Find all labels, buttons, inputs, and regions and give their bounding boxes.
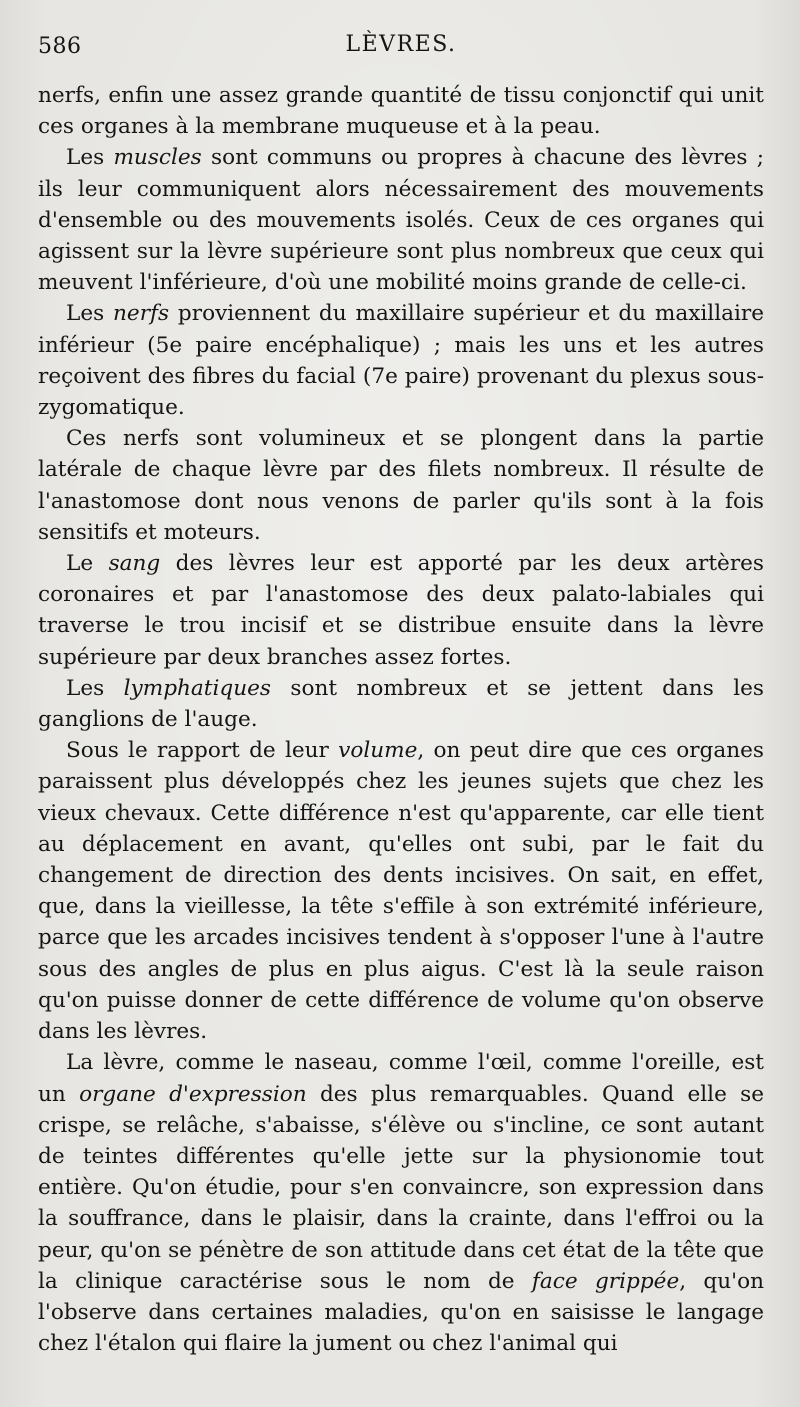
paragraph-nerfs-volumineux xyxy=(38,423,764,548)
italic-term-face-grippee: face grippée xyxy=(531,1268,680,1294)
text-segment: des lèvres leur est apporté par les deux artères coronaires et par l'anastomose des deux palato-labiales qui traverse le trou incisif et se distribue ensuite dans la lèvre supérieure par deux branches assez fortes. xyxy=(38,551,765,670)
body-text xyxy=(38,80,764,1359)
page-number: 586 xyxy=(38,34,82,59)
text-segment: nerfs, enfin une assez grande quantité de tissu conjonctif qui unit ces organes à la membrane muqueuse et à la peau. xyxy=(38,83,764,140)
italic-term-nerfs: nerfs xyxy=(113,301,170,327)
text-segment: Sous le rapport de leur xyxy=(66,738,339,764)
paragraph-expression xyxy=(38,1047,764,1359)
text-segment: Ces nerfs sont volumineux et se plongent dans la partie latérale de chaque lèvre par des filets nombreux. Il résulte de l'anastomose dont nous venons de parler qu'ils sont à la fois sensitifs et moteurs. xyxy=(38,426,764,545)
italic-term-lymphatiques: lymphatiques xyxy=(123,675,271,701)
text-segment: , on peut dire que ces organes paraissent plus développés chez les jeunes sujets que chez les vieux chevaux. Cette différence n'est qu'apparente, car elle tient au déplacement en avant, qu'elles ont subi, par le fait du changement de direction des dents incisives. On sait, en effet, que, dans la vieillesse, la tête s'effile à son extrémité inférieure, parce que les arcades incisives tendent à s'opposer l'une à l'autre sous des angles de plus en plus aigus. C'est là la seule raison qu'on puisse donner de cette différence de volume qu'on observe dans les lèvres. xyxy=(38,738,764,1045)
book-page xyxy=(38,26,764,1359)
paragraph-sang xyxy=(38,548,764,673)
italic-term-organe-expression: organe d'expression xyxy=(79,1081,307,1107)
italic-term-sang: sang xyxy=(108,551,161,577)
text-segment: La lèvre, comme le naseau, comme l'œil, comme l'oreille, est un xyxy=(38,1050,764,1107)
text-segment: Les xyxy=(66,675,124,701)
text-segment: sont communs ou propres à chacune des lèvres ; ils leur communiquent alors nécessairement des mouvements d'ensemble ou des mouvements isolés. Ceux de ces organes qui agissent sur la lèvre supérieure sont plus nombreux que ceux qui meuvent l'inférieure, d'où une mobilité moins grande de celle-ci. xyxy=(38,145,764,296)
text-segment: proviennent du maxillaire supérieur et du maxillaire inférieur (5e paire encéphalique) ; mais les uns et les autres reçoivent des fibres du facial (7e paire) provenant du plexus sous-zygomatique. xyxy=(38,301,764,421)
paragraph-nerfs xyxy=(38,298,764,423)
paragraph-muscles xyxy=(38,142,764,298)
paragraph-volume xyxy=(38,735,764,1047)
text-segment: Le xyxy=(66,551,109,577)
text-segment: sont nombreux et se jettent dans les ganglions de l'auge. xyxy=(38,675,764,733)
italic-term-muscles: muscles xyxy=(113,145,202,171)
text-segment: Les xyxy=(66,145,114,171)
paragraph-1 xyxy=(38,80,764,142)
italic-term-volume: volume xyxy=(338,738,418,764)
text-segment: , qu'on l'observe dans certaines maladies, qu'on en saisisse le langage chez l'étalon qui flaire la jument ou chez l'animal qui xyxy=(38,1268,764,1357)
text-segment: des plus remarquables. Quand elle se crispe, se relâche, s'abaisse, s'élève ou s'incline, ce sont autant de teintes différentes qu'elle jette sur la physionomie tout entière. Qu'on étudie, pour s'en convaincre, son expression dans la souffrance, dans le plaisir, dans la crainte, dans l'effroi ou la peur, qu'on se pénètre de son attitude dans cet état de la tête que la clinique caractérise sous le nom de xyxy=(38,1081,764,1294)
paragraph-lymphatiques xyxy=(38,673,764,735)
text-segment: Les xyxy=(66,301,114,327)
running-head xyxy=(38,26,764,66)
page-title: LÈVRES. xyxy=(345,32,457,57)
